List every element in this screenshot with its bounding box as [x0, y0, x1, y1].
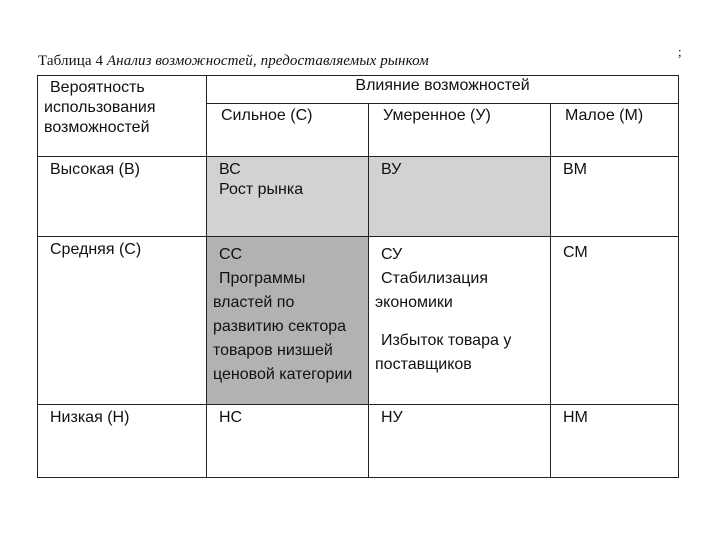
edge-mark: ; — [678, 44, 682, 59]
weak-header-label: Малое (М) — [565, 107, 644, 124]
probability-header-line: использования — [44, 99, 156, 116]
cell-medium-strong — [207, 237, 369, 405]
moderate-header-label: Умеренное (У) — [383, 107, 491, 124]
cell-high-strong — [207, 157, 369, 237]
cell-code: СМ — [563, 244, 588, 261]
influence-header-cell — [207, 76, 679, 104]
cell-code: СС — [219, 246, 243, 263]
probability-header-cell — [38, 76, 207, 157]
cell-code: ВС — [219, 161, 241, 178]
table-row — [38, 405, 679, 478]
cell-medium-moderate — [369, 237, 551, 405]
cell-low-moderate — [369, 405, 551, 478]
cell-text: экономики — [375, 294, 453, 311]
table-caption-title: Анализ возможностей, предоставляемых рынком — [106, 53, 429, 69]
strong-header-cell — [207, 104, 369, 157]
row-label: Низкая (Н) — [50, 409, 130, 426]
table-row — [38, 237, 679, 405]
table-caption-number: Таблица 4 — [38, 53, 104, 69]
cell-high-moderate — [369, 157, 551, 237]
cell-text: Программы — [219, 270, 306, 287]
cell-high-weak — [551, 157, 679, 237]
header-row-top — [38, 76, 679, 104]
row-label: Высокая (В) — [50, 161, 140, 178]
probability-header-line: Вероятность — [50, 79, 145, 96]
probability-header-line: возможностей — [44, 119, 150, 136]
cell-text: Стабилизация — [381, 270, 488, 287]
row-label-cell — [38, 405, 207, 478]
cell-low-strong — [207, 405, 369, 478]
row-label: Средняя (С) — [50, 241, 142, 258]
row-label-cell — [38, 157, 207, 237]
cell-code: НС — [219, 409, 243, 426]
cell-code: ВУ — [381, 161, 402, 178]
strong-header-label: Сильное (С) — [221, 107, 313, 124]
cell-text: поставщиков — [375, 356, 472, 373]
cell-text: Избыток товара у — [381, 332, 512, 349]
cell-text: ценовой категории — [213, 366, 353, 383]
cell-low-weak — [551, 405, 679, 478]
row-label-cell — [38, 237, 207, 405]
cell-code: НМ — [563, 409, 588, 426]
cell-medium-weak — [551, 237, 679, 405]
cell-text: властей по — [213, 294, 295, 311]
opportunity-matrix-table — [37, 75, 679, 478]
influence-header-label: Влияние возможностей — [355, 77, 530, 94]
cell-text: Рост рынка — [219, 181, 304, 198]
cell-text: развитию сектора — [213, 318, 347, 335]
table-row — [38, 157, 679, 237]
moderate-header-cell — [369, 104, 551, 157]
weak-header-cell — [551, 104, 679, 157]
cell-code: ВМ — [563, 161, 587, 178]
cell-code: НУ — [381, 409, 403, 426]
cell-text: товаров низшей — [213, 342, 333, 359]
table-caption — [38, 53, 429, 70]
cell-code: СУ — [381, 246, 403, 263]
